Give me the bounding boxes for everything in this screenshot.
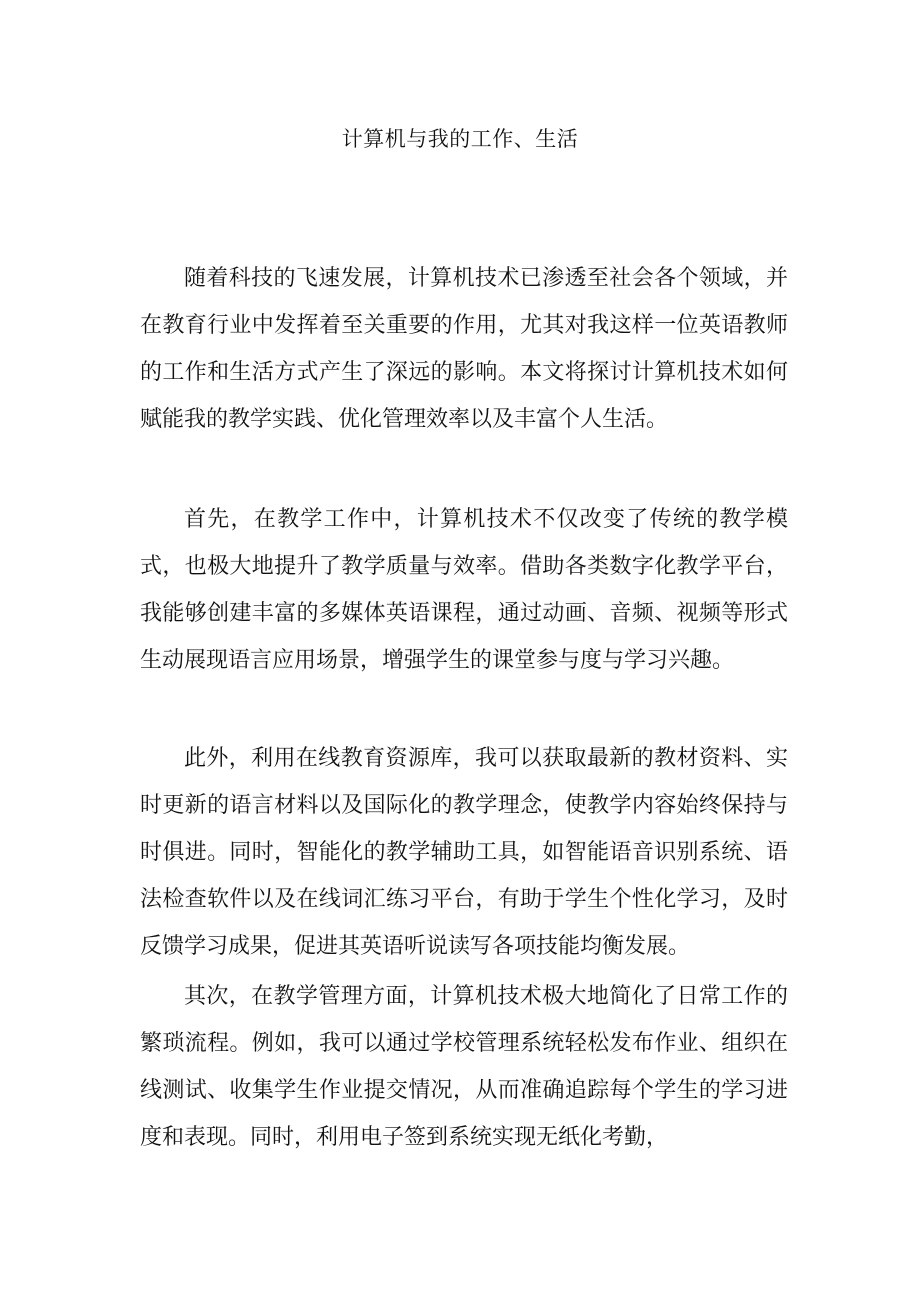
paragraph-teaching	[140, 496, 788, 684]
paragraph-text: 此外，利用在线教育资源库，我可以获取最新的教材资料、实时更新的语言材料以及国际化的教学理念，使教学内容始终保持与时俱进。同时，智能化的教学辅助工具，如智能语音识别系统、语法检查软件以及在线词汇练习平台，有助于学生个性化学习，及时反馈学习成果，促进其英语听说读写各项技能均衡发展。	[140, 746, 788, 959]
paragraph-text: 随着科技的飞速发展，计算机技术已渗透至社会各个领域，并在教育行业中发挥着至关重要的作用，尤其对我这样一位英语教师的工作和生活方式产生了深远的影响。本文将探讨计算机技术如何赋能我的教学实践、优化管理效率以及丰富个人生活。	[140, 266, 788, 432]
paragraph-management	[140, 973, 788, 1161]
paragraph-text: 其次，在教学管理方面，计算机技术极大地简化了日常工作的繁琐流程。例如，我可以通过学校管理系统轻松发布作业、组织在线测试、收集学生作业提交情况，从而准确追踪每个学生的学习进度和表现。同时，利用电子签到系统实现无纸化考勤，	[140, 984, 788, 1150]
document-title: 计算机与我的工作、生活	[341, 127, 579, 151]
paragraph-resources	[140, 735, 788, 970]
paragraph-text: 首先，在教学工作中，计算机技术不仅改变了传统的教学模式，也极大地提升了教学质量与效率。借助各类数字化教学平台，我能够创建丰富的多媒体英语课程，通过动画、音频、视频等形式生动展现语言应用场景，增强学生的课堂参与度与学习兴趣。	[140, 507, 788, 673]
paragraph-intro	[140, 255, 788, 443]
